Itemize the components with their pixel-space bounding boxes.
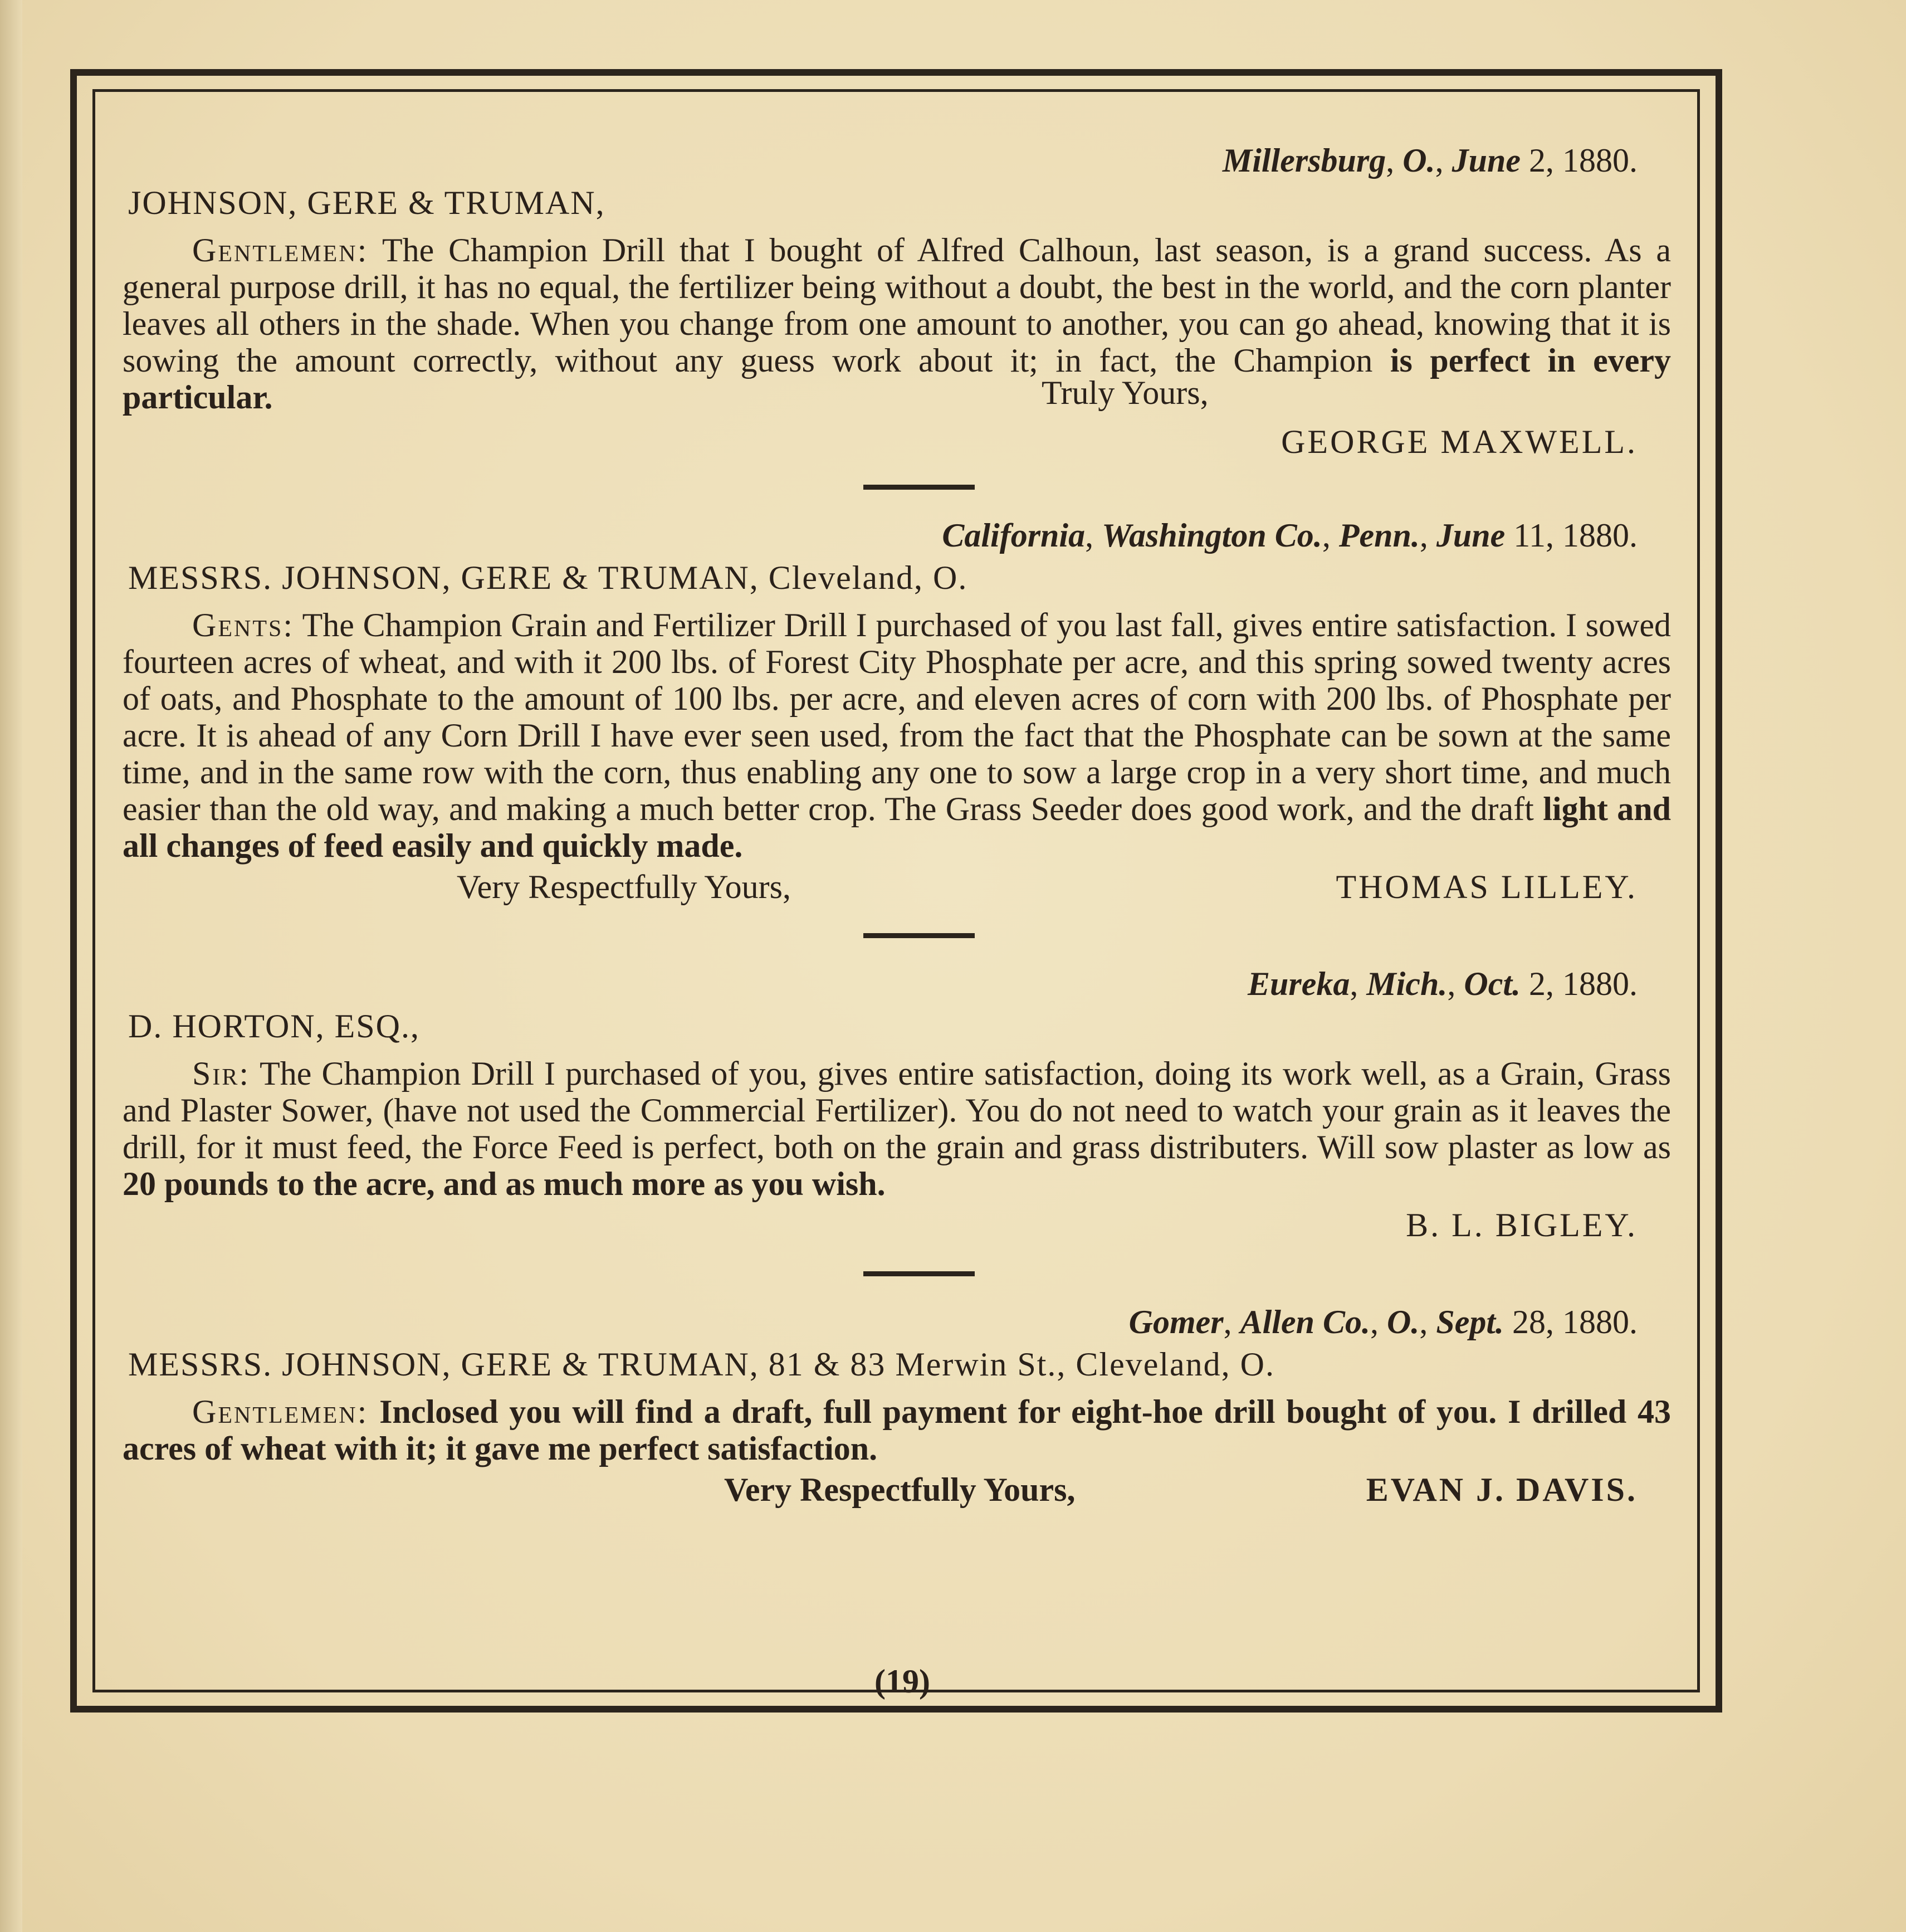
signature: B. L. BIGLEY. [1406,1207,1638,1243]
closing: Very Respectfully Yours, [457,869,791,905]
letter-body: Gents: The Champion Grain and Fertilizer Drill I purchased of you last fall, gives entire satisfaction. I sowed fourteen acres of wheat, and with it 200 lbs. of Forest City Phosphate per acre, and this spring sowed twenty acres of oats, and Phosphate to the amount of 100 lbs. per acre, and eleven acres of corn with 200 lbs. of Phosphate per acre. It is ahead of any Corn Drill I have ever seen used, from the fact that the Phosphate can be sown at the same time, and in the same row with the corn, thus enabling any one to sow a large crop in a very short time, and much easier than the old way, and making a much better crop. The Grass Seeder does good work, and the draft light and all changes of feed easily and quickly made. [123,607,1672,864]
divider [863,1271,975,1276]
letter-body: Gentlemen: Inclosed you will find a draft, full payment for eight-hoe drill bought of you. I drilled 43 acres of wheat with it; it gave me perfect satisfaction. [123,1393,1671,1467]
divider [863,485,975,490]
recipient: D. HORTON, ESQ., [128,1008,420,1045]
closing: Truly Yours, [1042,374,1209,411]
letter-lilley [123,514,1671,910]
closing-row [123,864,1671,910]
testimonials [123,139,1671,1513]
closing-row [123,1467,1671,1513]
letter-bigley [123,963,1671,1248]
salutation: Gentlemen: [192,1393,369,1430]
page-binding-edge [0,0,22,1932]
salutation: Gentlemen: [192,232,369,269]
page-number: (19) [874,1663,930,1700]
signature: GEORGE MAXWELL. [1281,423,1638,460]
closing: Very Respectfully Yours, [724,1471,1076,1508]
salutation: Sir: [192,1055,251,1092]
divider [863,933,975,938]
recipient: JOHNSON, GERE & TRUMAN, [128,184,605,221]
closing-row [123,1202,1671,1248]
letter-davis [123,1301,1671,1513]
letter-body: Gentlemen: The Champion Drill that I bought of Alfred Calhoun, last season, is a grand success. As a general purpose drill, it has no equal, the fertilizer being without a doubt, the best in the world, and the corn planter leaves all others in the shade. When you change from one amount to another, you can go ahead, knowing that it is sowing the amount correctly, without any guess work about it; in fact, the Champion is perfect in every particular. [123,232,1672,416]
salutation: Gents: [192,607,294,643]
recipient: MESSRS. JOHNSON, GERE & TRUMAN, Cleveland, O. [128,559,968,596]
signature: EVAN J. DAVIS. [1366,1471,1638,1508]
dateline: Gomer, Allen Co., O., Sept. 28, 1880. [1128,1304,1638,1340]
signature: THOMAS LILLEY. [1336,869,1638,905]
dateline: Eureka, Mich., Oct. 2, 1880. [1247,965,1638,1002]
dateline: Millersburg, O., June 2, 1880. [1222,142,1638,179]
letter-maxwell [123,139,1671,461]
dateline: California, Washington Co., Penn., June 11, 1880. [942,517,1638,554]
recipient: MESSRS. JOHNSON, GERE & TRUMAN, 81 & 83 Merwin St., Cleveland, O. [128,1346,1275,1383]
letter-body: Sir: The Champion Drill I purchased of you, gives entire satisfaction, doing its work well, as a Grain, Grass and Plaster Sower, (have not used the Commercial Fertilizer). You do not need to watch your grain as it leaves the drill, for it must feed, the Force Feed is perfect, both on the grain and grass distributers. Will sow plaster as low as 20 pounds to the acre, and as much more as you wish. [123,1055,1672,1202]
closing-row [123,374,1671,461]
